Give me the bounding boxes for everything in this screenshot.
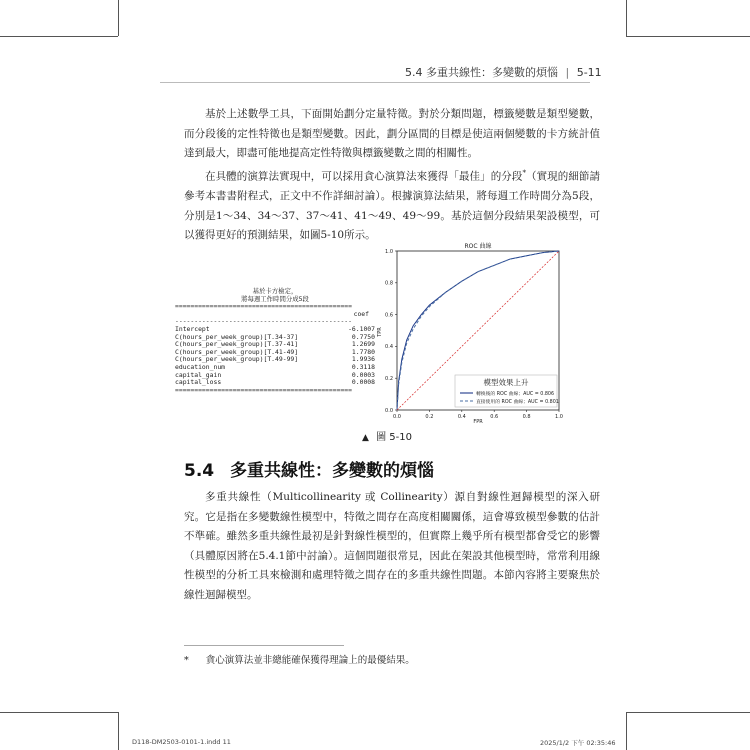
- running-header: [405, 64, 602, 80]
- header-title: 多重共線性：多變數的煩惱: [426, 66, 558, 79]
- regression-row-name: capital_gain: [175, 370, 222, 379]
- regression-row-name: Intercept: [175, 324, 210, 333]
- legend-entry-transformed: 轉換後的 ROC 曲線；AUC = 0.806: [476, 392, 555, 397]
- regression-title-line-2: 將每週工作時間分成5段: [241, 294, 309, 303]
- crop-mark: [0, 712, 118, 713]
- regression-row: [175, 379, 375, 387]
- paragraph-1: 基於上述數學工具，下面開始劃分定量特徵。對於分類問題，標籤變數是類型變數，而分段後的定性特徵也是類型變數。因此，劃分區間的目標是使這兩個變數的卡方統計值達到最大，即盡可能地提高定性特徵與標籤變數之間的相關性。: [184, 108, 600, 160]
- y-tick-label: 1.0: [385, 248, 393, 255]
- figure-caption-text: 圖 5-10: [376, 432, 412, 443]
- footnote: [184, 652, 415, 666]
- regression-row-coef: 0.7750: [351, 332, 375, 341]
- chart-legend: [455, 375, 559, 407]
- footnote-text: 貪心演算法並非總能確保獲得理論上的最優結果。: [205, 655, 415, 666]
- regression-row-coef: 0.0003: [351, 370, 375, 379]
- paragraph-2-part-b: （實現的細節請參考本書書附程式，正文中不作詳細討論）。根據演算法結果，將每週工作時間分為5段，分別是1～34、34～37、37～41、41～49、49～99。基於這個分段結果架設模型，可以獲得更好的預測結果，如圖5-10所示。: [184, 170, 601, 242]
- section-title: 多重共線性：多變數的煩惱: [230, 461, 435, 481]
- y-tick-label: 0.8: [385, 280, 393, 287]
- y-tick-label: 0.2: [385, 376, 393, 382]
- slug-file-name: D118-DM2503-0101-1.indd 11: [132, 738, 231, 746]
- regression-row-coef: 0.0008: [351, 378, 375, 387]
- regression-row-name: capital_loss: [175, 378, 222, 387]
- triangle-icon: ▲: [362, 433, 369, 443]
- regression-rule-bottom: ==============================================: [175, 386, 352, 394]
- header-rule: [160, 82, 590, 83]
- paragraph-2: [184, 164, 600, 246]
- roc-chart: [375, 240, 575, 425]
- regression-rule-top: ==============================================: [175, 303, 352, 311]
- y-axis-label: TPR: [377, 327, 383, 337]
- crop-mark: [118, 0, 119, 36]
- chart-title: ROC 曲線: [464, 243, 492, 250]
- regression-row-name: C(hours_per_week_group)[T.49-99]: [175, 355, 299, 364]
- footnote-rule: [184, 645, 344, 646]
- legend-entry-direct: 直接使用的 ROC 曲線；AUC = 0.801: [476, 400, 559, 405]
- y-tick-label: 0.4: [385, 344, 393, 351]
- paragraph-2-part-a: 在具體的演算法實現中，可以採用貪心演算法來獲得「最佳」的分段: [205, 170, 523, 183]
- regression-row-coef: 0.3118: [351, 362, 375, 371]
- x-axis-label: FPR: [473, 419, 483, 425]
- footnote-reference[interactable]: *: [522, 169, 526, 177]
- y-tick-label: 0.6: [385, 312, 393, 319]
- regression-rule-middle: ----------------------------------------------: [175, 318, 352, 326]
- x-tick-label: 0.8: [522, 414, 531, 420]
- legend-title: 模型效果上升: [483, 378, 529, 387]
- crop-mark: [626, 0, 627, 36]
- figure-caption: [362, 428, 412, 443]
- regression-row-coef: 1.7780: [351, 347, 375, 356]
- x-tick-label: 0.6: [490, 414, 499, 420]
- crop-mark: [118, 712, 119, 750]
- slug-timestamp: 2025/1/2 下午 02:35:46: [540, 739, 616, 747]
- regression-row-name: C(hours_per_week_group)[T.37-41]: [175, 340, 299, 349]
- regression-title-line-1: 基於卡方檢定，: [252, 287, 298, 295]
- header-page-number: 5-11: [576, 66, 602, 79]
- regression-row-name: C(hours_per_week_group)[T.34-37]: [175, 332, 299, 341]
- x-tick-label: 0.2: [425, 414, 434, 420]
- regression-row-coef: 1.9936: [351, 355, 375, 364]
- regression-row-coef: -6.1007: [348, 324, 375, 333]
- y-axis: [385, 249, 397, 414]
- regression-column-header: coef: [353, 309, 369, 318]
- header-separator: |: [565, 66, 570, 79]
- regression-summary: [175, 288, 375, 394]
- section-number: 5.4: [184, 461, 215, 481]
- crop-mark: [626, 712, 750, 713]
- paragraph-3: 多重共線性（Multicollinearity 或 Collinearity）源自對線性迴歸模型的深入研究。它是指在多變數線性模型中，特徵之間存在高度相關關係，這會導致模型參數的估計不準確。雖然多重共線性最初是針對線性模型的，但實際上幾乎所有模型都會受它的影響（具體原因將在5.4.1節中討論）。這個問題很常見，因此在架設其他模型時，常常利用線性模型的分析工具來檢測和處理特徵之間存在的多重共線性問題。本節內容將主要聚焦於線性迴歸模型。: [184, 491, 600, 601]
- y-tick-label: 0.0: [385, 407, 393, 414]
- regression-row-name: C(hours_per_week_group)[T.41-49]: [175, 347, 299, 356]
- regression-rows: [175, 326, 375, 387]
- regression-row-name: education_num: [175, 362, 226, 371]
- header-section-number: 5.4: [405, 66, 423, 79]
- x-tick-label: 0.4: [457, 414, 466, 420]
- crop-mark: [0, 36, 118, 37]
- section-heading: [184, 456, 434, 481]
- regression-row-coef: 1.2699: [351, 340, 375, 349]
- x-tick-label: 1.0: [555, 414, 563, 420]
- footnote-mark: *: [184, 655, 189, 666]
- crop-mark: [626, 712, 627, 750]
- crop-mark: [626, 36, 750, 37]
- x-tick-label: 0.0: [393, 414, 401, 420]
